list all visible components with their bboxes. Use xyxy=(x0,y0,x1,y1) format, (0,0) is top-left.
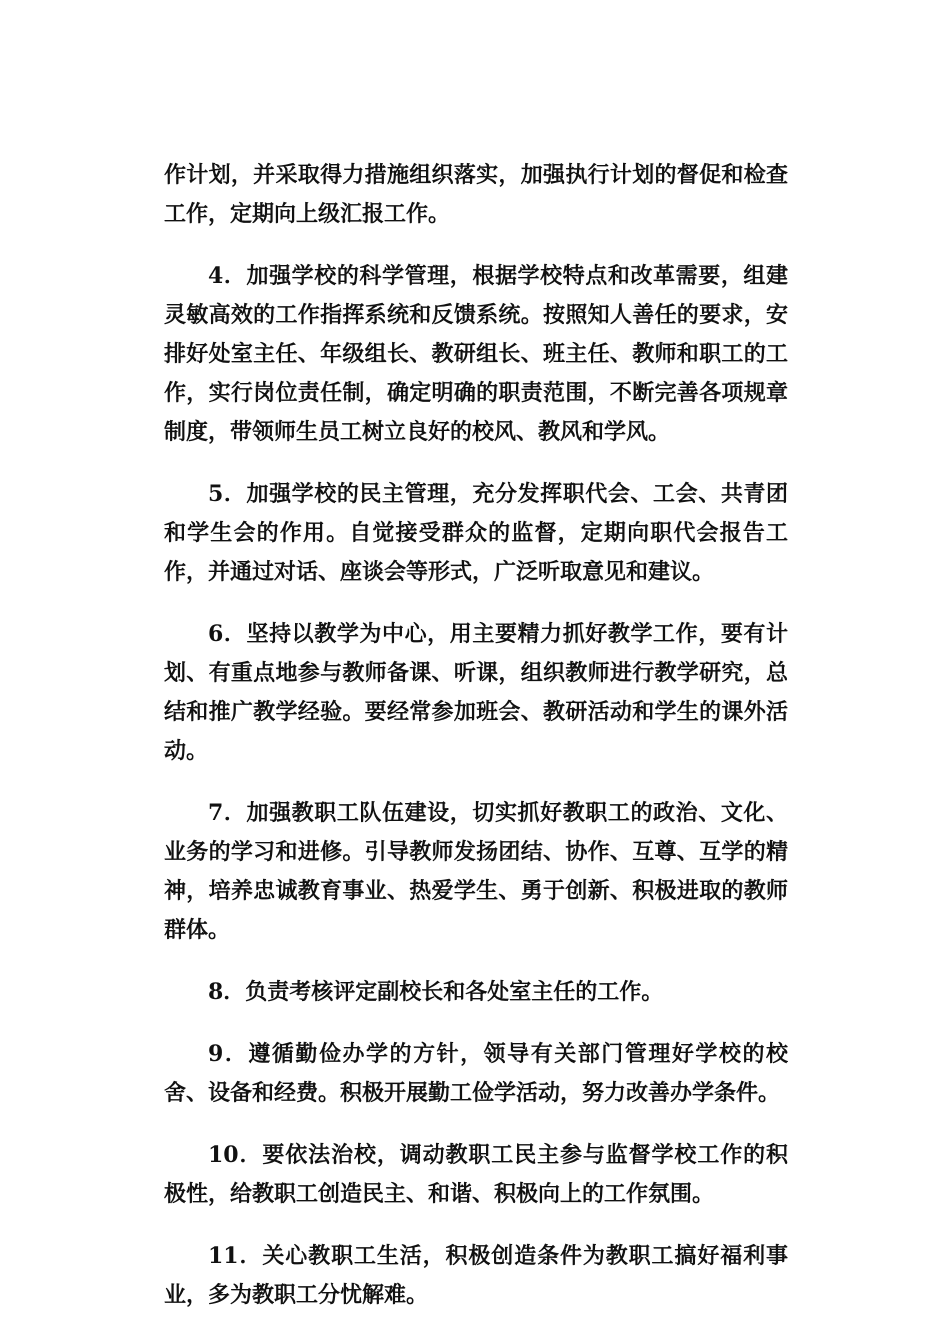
paragraph-item-7: 7．加强教职工队伍建设，切实抓好教职工的政治、文化、业务的学习和进修。引导教师发扬团结、协作、互尊、互学的精神，培养忠诚教育事业、热爱学生、勇于创新、积极进取的教师群体。 xyxy=(164,800,788,943)
paragraph-item-8: 8．负责考核评定副校长和各处室主任的工作。 xyxy=(208,979,664,1005)
paragraph-item-4: 4．加强学校的科学管理，根据学校特点和改革需要，组建灵敏高效的工作指挥系统和反馈系统。按照知人善任的要求，安排好处室主任、年级组长、教研组长、班主任、教师和职工的工作，实行岗位责任制，确定明确的职责范围，不断完善各项规章制度，带领师生员工树立良好的校风、教风和学风。 xyxy=(164,263,788,445)
paragraph-item-10: 10．要依法治校，调动教职工民主参与监督学校工作的积极性，给教职工创造民主、和谐、积极向上的工作氛围。 xyxy=(164,1142,788,1207)
paragraph-item-11: 11．关心教职工生活，积极创造条件为教职工搞好福利事业，多为教职工分忧解难。 xyxy=(164,1243,788,1308)
paragraph-item-6: 6．坚持以教学为中心，用主要精力抓好教学工作，要有计划、有重点地参与教师备课、听课，组织教师进行教学研究，总结和推广教学经验。要经常参加班会、教研活动和学生的课外活动。 xyxy=(164,621,788,764)
paragraph-continuation: 作计划，并采取得力措施组织落实，加强执行计划的督促和检查工作，定期向上级汇报工作。 xyxy=(164,162,788,227)
paragraph-item-5: 5．加强学校的民主管理，充分发挥职代会、工会、共青团和学生会的作用。自觉接受群众的监督，定期向职代会报告工作，并通过对话、座谈会等形式，广泛听取意见和建议。 xyxy=(164,481,788,585)
document-body xyxy=(164,156,788,1338)
paragraph-item-9: 9．遵循勤俭办学的方针，领导有关部门管理好学校的校舍、设备和经费。积极开展勤工俭学活动，努力改善办学条件。 xyxy=(164,1041,788,1106)
